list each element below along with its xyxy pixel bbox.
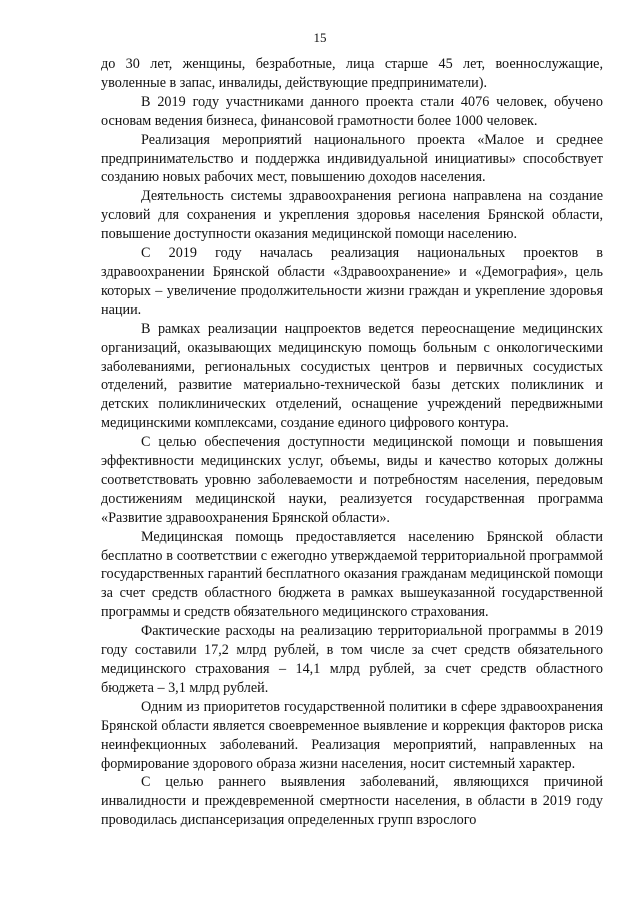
paragraph-2: В 2019 году участниками данного проекта стали 4076 человек, обучено основам ведения бизнеса, финансовой грамотности более 1000 человек. xyxy=(101,93,603,129)
paragraph-8: Медицинская помощь предоставляется населению Брянской области бесплатно в соответствии с ежегодно утверждаемой территориальной программой государственных гарантий бесплатного оказания гражданам медицинской помощи за счет средств областного бюджета в рамках вышеуказанной государственной программы и средств обязательного медицинского страхования. xyxy=(101,528,603,621)
paragraph-3: Реализация мероприятий национального проекта «Малое и среднее предпринимательство и поддержка индивидуальной инициативы» способствует созданию новых рабочих мест, повышению доходов населения. xyxy=(101,131,603,186)
page-number: 15 xyxy=(313,30,327,45)
document-body xyxy=(101,55,603,830)
paragraph-7: С целью обеспечения доступности медицинской помощи и повышения эффективности медицинских услуг, объемы, виды и качество которых должны соответствовать уровню заболеваемости и потребностям населения, передовым достижениям медицинской науки, реализуется государственная программа «Развитие здравоохранения Брянской области». xyxy=(101,434,603,526)
paragraph-10: Одним из приоритетов государственной политики в сфере здравоохранения Брянской области является своевременное выявление и коррекция факторов риска неинфекционных заболеваний. Реализация мероприятий, направленных на формирование здорового образа жизни населения, носит системный характер. xyxy=(101,698,603,772)
paragraph-6: В рамках реализации нацпроектов ведется переоснащение медицинских организаций, оказывающих медицинскую помощь больным с онкологическими заболеваниями, региональных сосудистых центров и первичных сосудистых отделений, развитие материально-технической базы детских поликлиник и детских поликлинических отделений, оснащение учреждений передвижными медицинскими комплексами, создание единого цифрового контура. xyxy=(101,320,603,432)
paragraph-11: С целью раннего выявления заболеваний, являющихся причиной инвалидности и преждевременной смертности населения, в области в 2019 году проводилась диспансеризация определенных групп взрослого xyxy=(101,774,603,829)
paragraph-1: до 30 лет, женщины, безработные, лица старше 45 лет, военнослужащие, уволенные в запас, инвалиды, действующие предприниматели). xyxy=(101,56,603,91)
paragraph-9: Фактические расходы на реализацию территориальной программы в 2019 году составили 17,2 млрд рублей, в том числе за счет средств обязательного медицинского страхования – 14,1 млрд рублей, за счет средств областного бюджета – 3,1 млрд рублей. xyxy=(101,623,603,696)
paragraph-4: Деятельность системы здравоохранения региона направлена на создание условий для сохранения и укрепления здоровья населения Брянской области, повышение доступности оказания медицинской помощи населению. xyxy=(101,188,603,243)
paragraph-5: С 2019 году началась реализация национальных проектов в здравоохранении Брянской области «Здравоохранение» и «Демография», цель которых – увеличение продолжительности жизни граждан и укрепление здоровья нации. xyxy=(101,245,603,318)
